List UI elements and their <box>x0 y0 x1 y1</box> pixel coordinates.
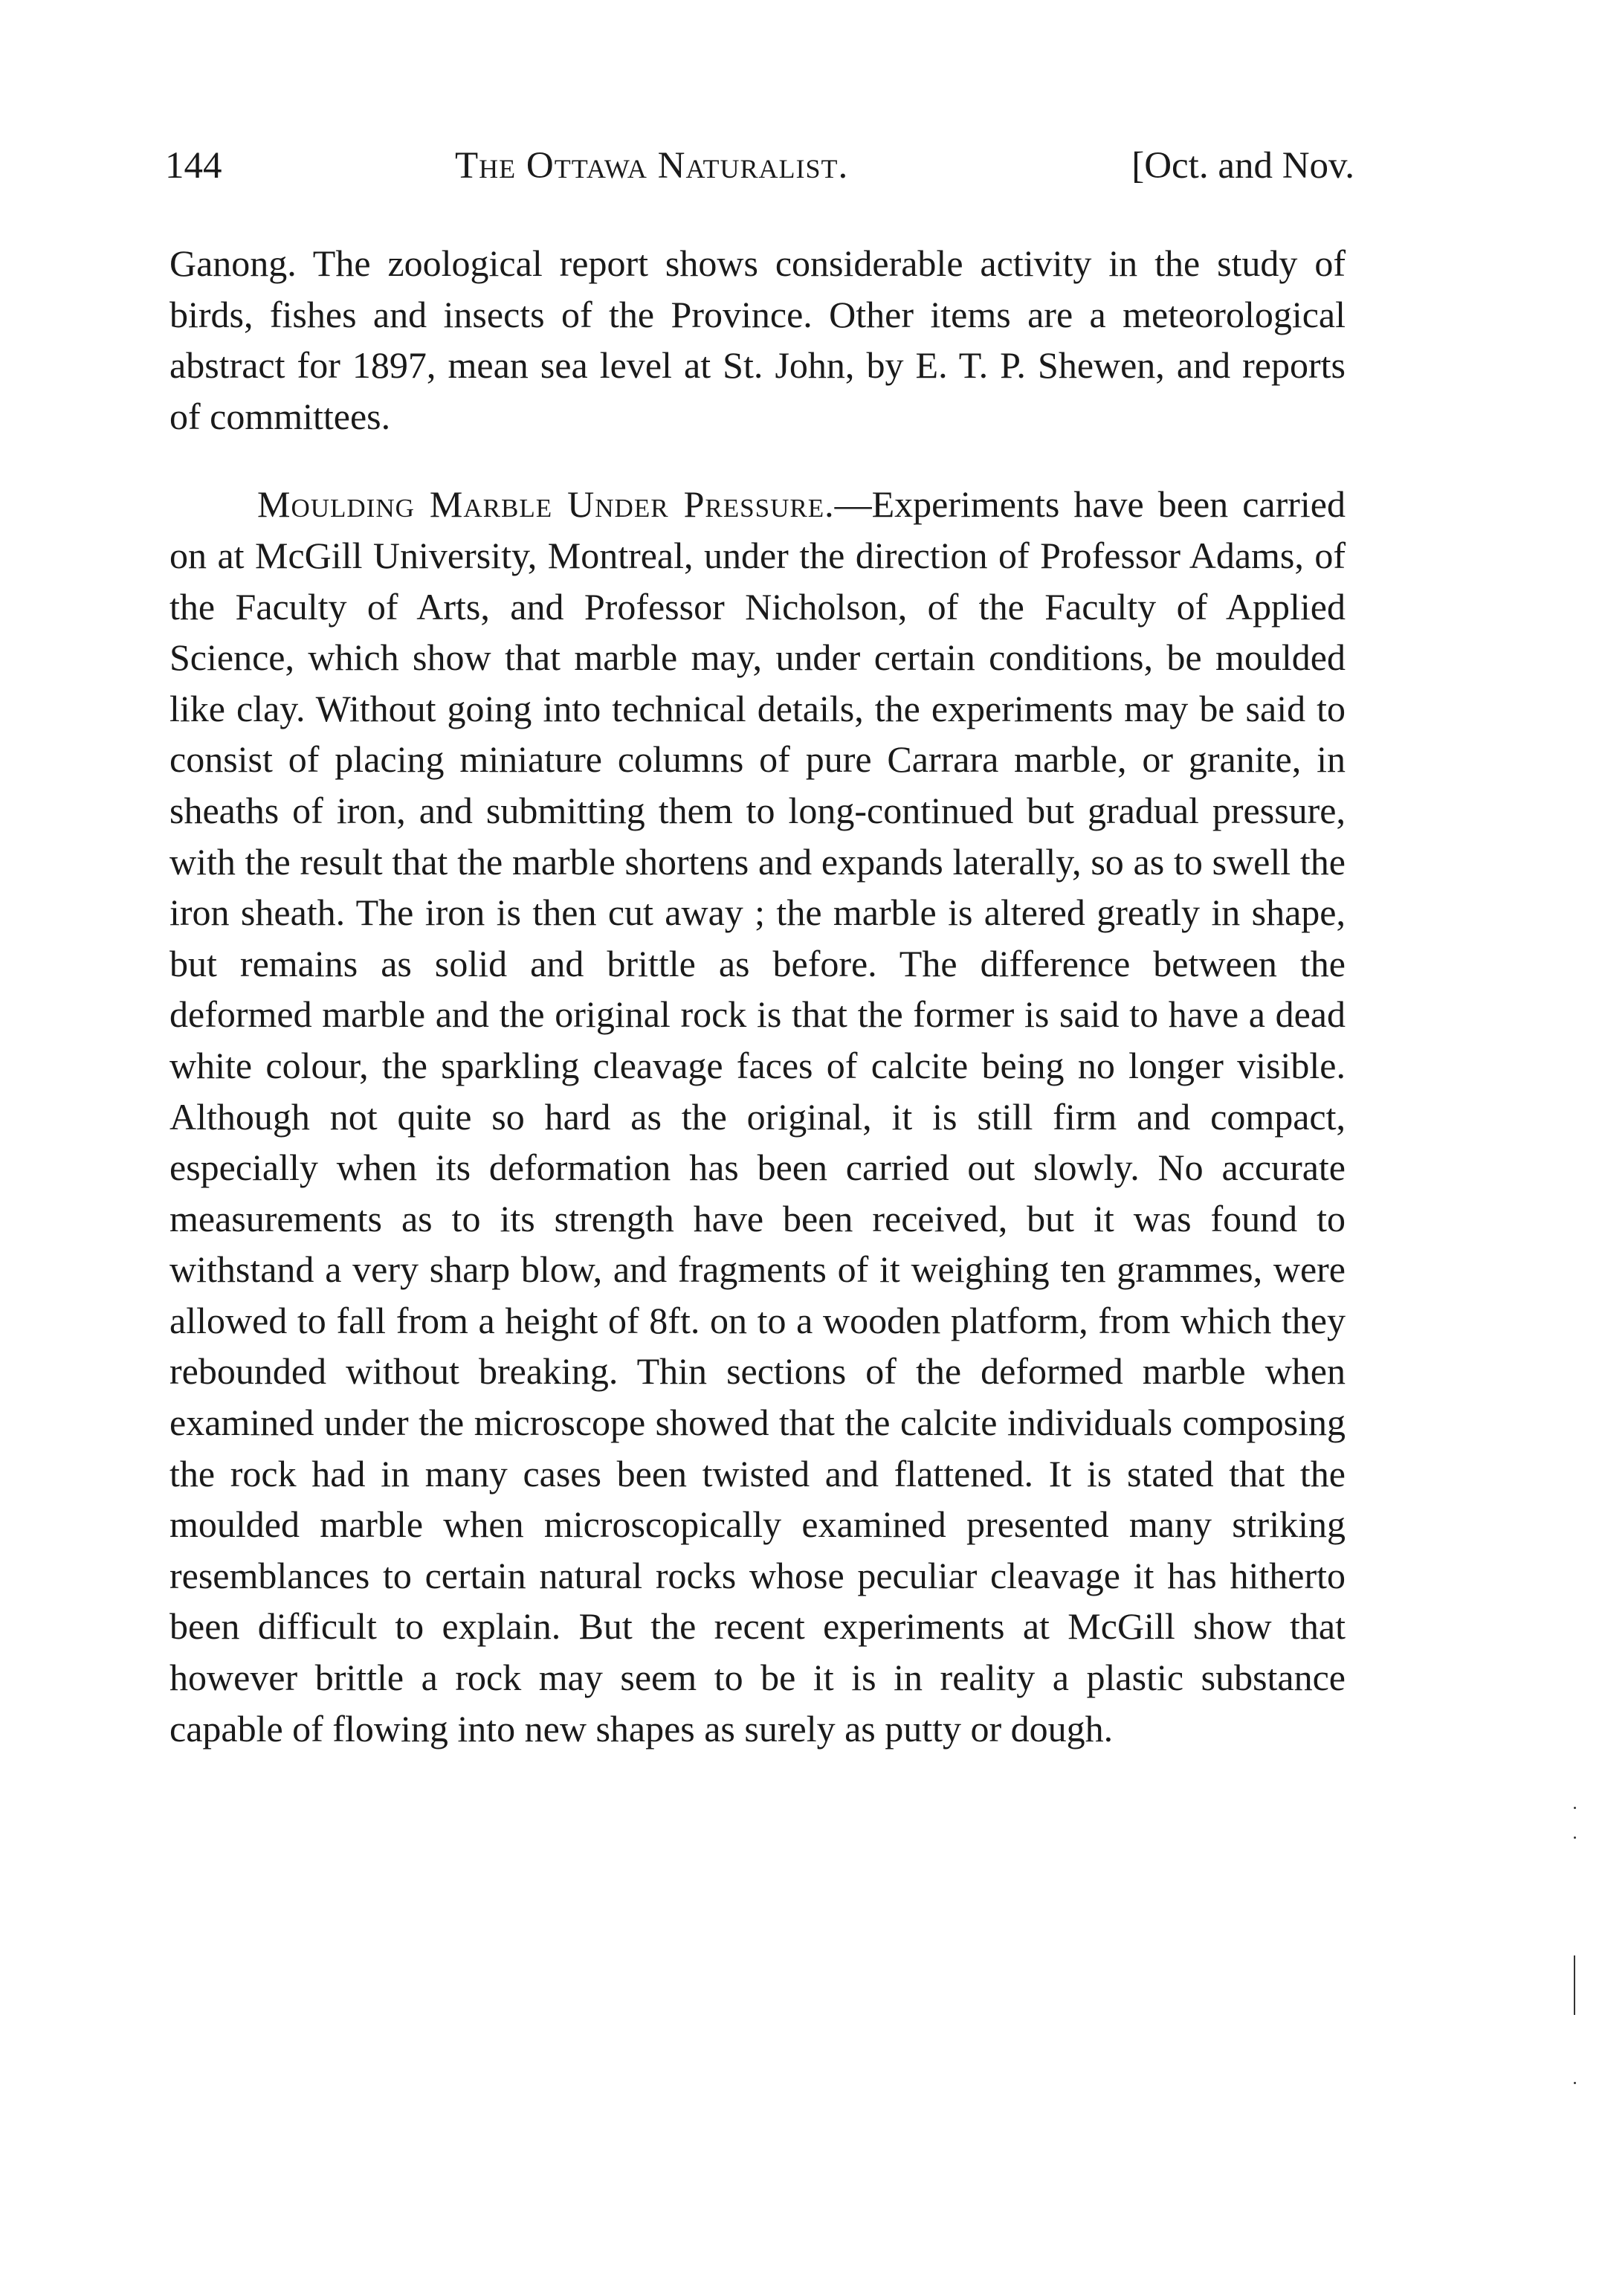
article-body <box>169 238 1346 1754</box>
page-header <box>165 140 1354 192</box>
margin-rule <box>1574 1955 1575 2015</box>
margin-speck <box>1574 1807 1576 1809</box>
paragraph-ganong-report: Ganong. The zoological report shows considerable activity in the study of birds, fishes and insects of the Province. Other items are a meteorological abstract for 1897, mean sea level at St. John, by E. T. P. Shewen, and reports of committees. <box>169 242 1346 437</box>
margin-speck <box>1574 2082 1576 2084</box>
issue-date: [Oct. and Nov. <box>1131 145 1354 187</box>
margin-speck <box>1574 1837 1576 1839</box>
paragraph-moulding-marble <box>169 479 1346 1754</box>
page-number: 144 <box>165 145 222 187</box>
section-heading: Moulding Marble Under Pressure. <box>257 483 835 526</box>
paragraph-text: —Experiments have been carried on at McGill University, Montreal, under the direction of Professor Adams, of the Faculty of Arts, and Professor Nicholson, of the Faculty of Applied Science, which show that marble may, under certain conditions, be moulded like clay. Without going into technical details, the experiments may be said to consist of placing miniature columns of pure Carrara marble, or granite, in sheaths of iron, and submitting them to long-continued but gradual pressure, with the result that the marble shortens and expands laterally, so as to swell the iron sheath. The iron is then cut away ; the marble is altered greatly in shape, but remains as solid and brittle as before. The difference between the deformed marble and the original rock is that the former is said to have a dead white colour, the sparkling cleavage faces of calcite being no longer visible. Although not quite so hard as the original, it is still firm and compact, especially when its deformation has been carried out slowly. No accurate measurements as to its strength have been received, but it was found to withstand a very sharp blow, and fragments of it weighing ten grammes, were allowed to fall from a height of 8ft. on to a wooden platform, from which they rebounded without breaking. Thin sections of the deformed marble when examined under the microscope showed that the calcite individuals composing the rock had in many cases been twisted and flattened. It is stated that the moulded marble when microscopically examined presented many striking resemblances to certain natural rocks whose peculiar cleavage it has hitherto been difficult to explain. But the recent experiments at McGill show that however brittle a rock may seem to be it is in reality a plastic substance capable of flowing into new shapes as surely as putty or dough. <box>169 483 1346 1750</box>
margin-specks <box>1572 1807 1579 2193</box>
running-title: The Ottawa Naturalist. <box>455 145 849 187</box>
